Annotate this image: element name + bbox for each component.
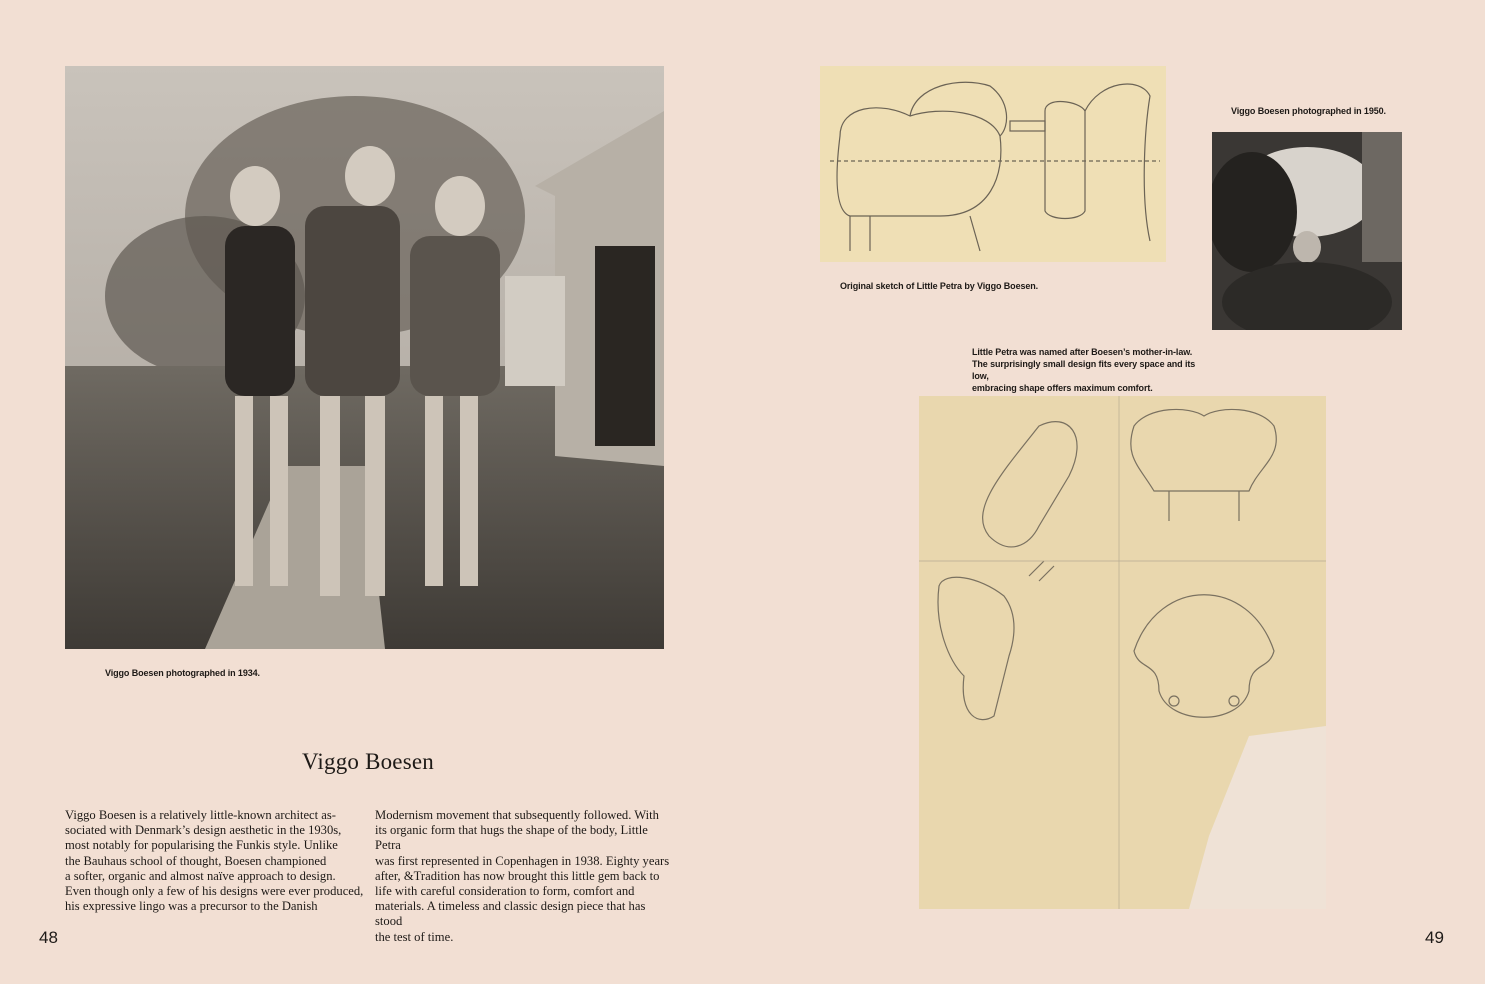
little-petra-note: [972, 346, 1212, 394]
page-number-left: 48: [39, 928, 58, 947]
page-number-right: 49: [1425, 928, 1444, 947]
vintage-group-photo: [65, 66, 664, 649]
portrait-photo-1950: [1212, 132, 1402, 330]
note-line-1: Little Petra was named after Boesen’s mother-in-law.: [972, 347, 1193, 357]
body-column-2-text: Modernism movement that subsequently followed. With its organic form that hugs the shape of the body, Little Petra was first represented in Copenhagen in 1938. Eighty years after, &Tradition has now brought this little gem back to life with careful consideration to form, comfort and materials. A timeless and classic design piece that has stood the test of time.: [375, 808, 670, 944]
chair-sketch-large: [919, 396, 1326, 909]
portrait-caption-1950: Viggo Boesen photographed in 1950.: [1231, 106, 1386, 116]
sketch-caption: Original sketch of Little Petra by Viggo Boesen.: [840, 281, 1039, 291]
body-column-1: [65, 808, 365, 914]
photo-caption-1934: Viggo Boesen photographed in 1934.: [105, 668, 260, 678]
chair-sketch-top: [820, 66, 1166, 262]
body-column-1-text: Viggo Boesen is a relatively little-known architect as- sociated with Denmark’s design aesthetic in the 1930s, most notably for popularising the Funkis style. Unlike the Bauhaus school of thought, Boesen championed a softer, organic and almost naïve approach to design. Even though only a few of his designs were ever produced, his expressive lingo was a precursor to the Danish: [65, 808, 364, 914]
note-line-3: embracing shape offers maximum comfort.: [972, 383, 1153, 393]
body-column-2: [375, 808, 675, 945]
note-line-2: The surprisingly small design fits every space and its low,: [972, 359, 1196, 381]
article-title: Viggo Boesen: [302, 749, 434, 774]
